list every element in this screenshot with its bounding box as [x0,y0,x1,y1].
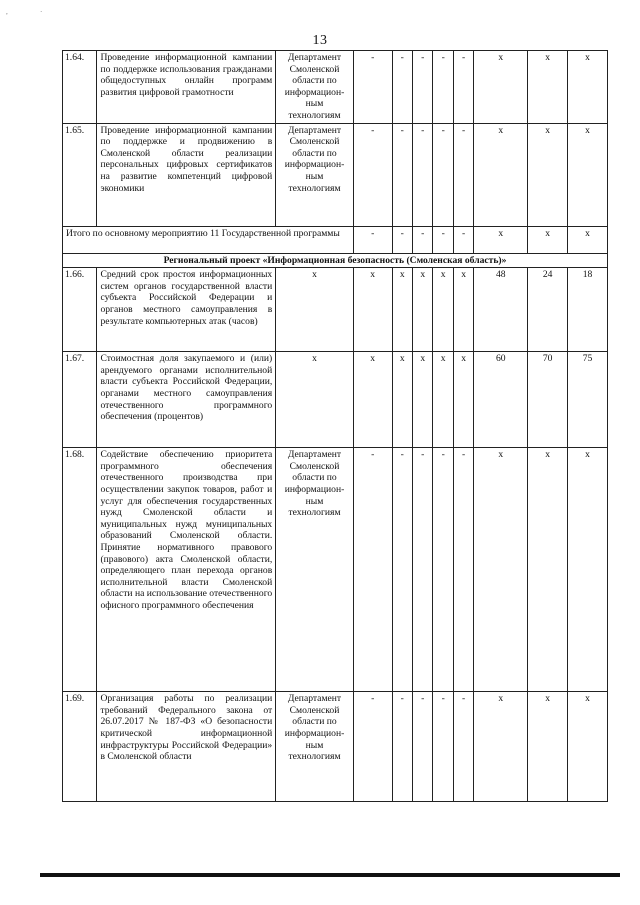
value-cell: x [474,51,528,124]
responsible-executor: Департамент Смоленской области по информацион-ным технологиям [276,692,354,802]
value-cell: x [474,448,528,692]
summary-row [63,226,608,253]
value-cell: x [568,123,608,226]
value-cell: x [413,268,433,352]
value-cell: - [413,692,433,802]
responsible-executor: Департамент Смоленской области по информацион-ным технологиям [276,123,354,226]
value-cell: - [353,448,392,692]
value-cell: 24 [528,268,568,352]
value-cell: - [392,226,412,253]
indicators-table [62,50,608,802]
measure-name: Проведение информационной кампании по поддержке и продвижению в Смоленской области реализации персональных цифровых сертификатов на развитие компетенций цифровой экономики [97,123,276,226]
value-cell: - [392,51,412,124]
value-cell: - [353,123,392,226]
value-cell: x [568,692,608,802]
responsible-executor: x [276,268,354,352]
value-cell: x [528,226,568,253]
value-cell: x [568,51,608,124]
table-row [63,448,608,692]
value-cell: x [413,352,433,448]
value-cell: x [474,123,528,226]
scan-mark: , [6,8,8,16]
value-cell: x [353,268,392,352]
row-number: 1.64. [63,51,97,124]
table-row [63,123,608,226]
measure-name: Средний срок простоя информационных систем органов государственной власти субъекта Российской Федерации и органов местного самоуправления в результате компьютерных атак (часов) [97,268,276,352]
value-cell: - [453,51,473,124]
row-number: 1.69. [63,692,97,802]
value-cell: - [433,692,453,802]
table-row [63,268,608,352]
footer-rule [40,873,620,877]
value-cell: x [453,352,473,448]
value-cell: x [474,692,528,802]
value-cell: - [433,123,453,226]
value-cell: 48 [474,268,528,352]
table-body [63,51,608,802]
row-number: 1.66. [63,268,97,352]
value-cell: - [433,226,453,253]
table-row [63,692,608,802]
value-cell: x [568,448,608,692]
value-cell: - [453,123,473,226]
value-cell: - [453,692,473,802]
value-cell: 18 [568,268,608,352]
value-cell: x [568,226,608,253]
value-cell: - [413,51,433,124]
value-cell: - [392,123,412,226]
row-number: 1.65. [63,123,97,226]
value-cell: x [528,51,568,124]
value-cell: x [528,692,568,802]
value-cell: 70 [528,352,568,448]
value-cell: - [453,226,473,253]
measure-name: Проведение информационной кампании по поддержке использования гражданами общедоступных онлайн программ развития цифровой грамотности [97,51,276,124]
responsible-executor: Департамент Смоленской области по информацион-ным технологиям [276,51,354,124]
value-cell: x [433,268,453,352]
responsible-executor: x [276,352,354,448]
value-cell: x [528,448,568,692]
row-number: 1.67. [63,352,97,448]
measure-name: Содействие обеспечению приоритета программного обеспечения отечественного производства при осуществлении закупок товаров, работ и услуг для обеспечения государственных нужд Смоленской области и муниципальных нужд муниципальных образований Смоленской области. Принятие нормативного правового (правового) акта Смоленской области, определяющего план перехода органов исполнительной власти Смоленской области на использование отечественного офисного программного обеспечения [97,448,276,692]
value-cell: - [392,692,412,802]
value-cell: - [353,226,392,253]
value-cell: x [528,123,568,226]
summary-label: Итого по основному мероприятию 11 Государственной программы [63,226,354,253]
section-header-row [63,253,608,268]
row-number: 1.68. [63,448,97,692]
value-cell: x [392,352,412,448]
value-cell: 75 [568,352,608,448]
page-number: 13 [312,33,328,48]
measure-name: Организация работы по реализации требований Федерального закона от 26.07.2017 № 187-ФЗ «О безопасности критической информационной инфраструктуры Российской Федерации» в Смоленской области [97,692,276,802]
value-cell: x [433,352,453,448]
value-cell: - [413,226,433,253]
value-cell: x [353,352,392,448]
measure-name: Стоимостная доля закупаемого и (или) арендуемого органами исполнительной власти субъекта Российской Федерации, органами местного самоуправления отечественного программного обеспечения (процентов) [97,352,276,448]
value-cell: - [353,692,392,802]
value-cell: 60 [474,352,528,448]
document-table-container [62,50,608,802]
value-cell: - [353,51,392,124]
value-cell: - [433,51,453,124]
table-row [63,51,608,124]
table-row [63,352,608,448]
responsible-executor: Департамент Смоленской области по информацион-ным технологиям [276,448,354,692]
value-cell: - [392,448,412,692]
value-cell: - [433,448,453,692]
value-cell: x [474,226,528,253]
value-cell: - [413,123,433,226]
scan-mark: · [40,8,43,16]
section-title: Региональный проект «Информационная безопасность (Смоленская область)» [63,253,608,268]
value-cell: - [453,448,473,692]
value-cell: x [453,268,473,352]
value-cell: x [392,268,412,352]
value-cell: - [413,448,433,692]
